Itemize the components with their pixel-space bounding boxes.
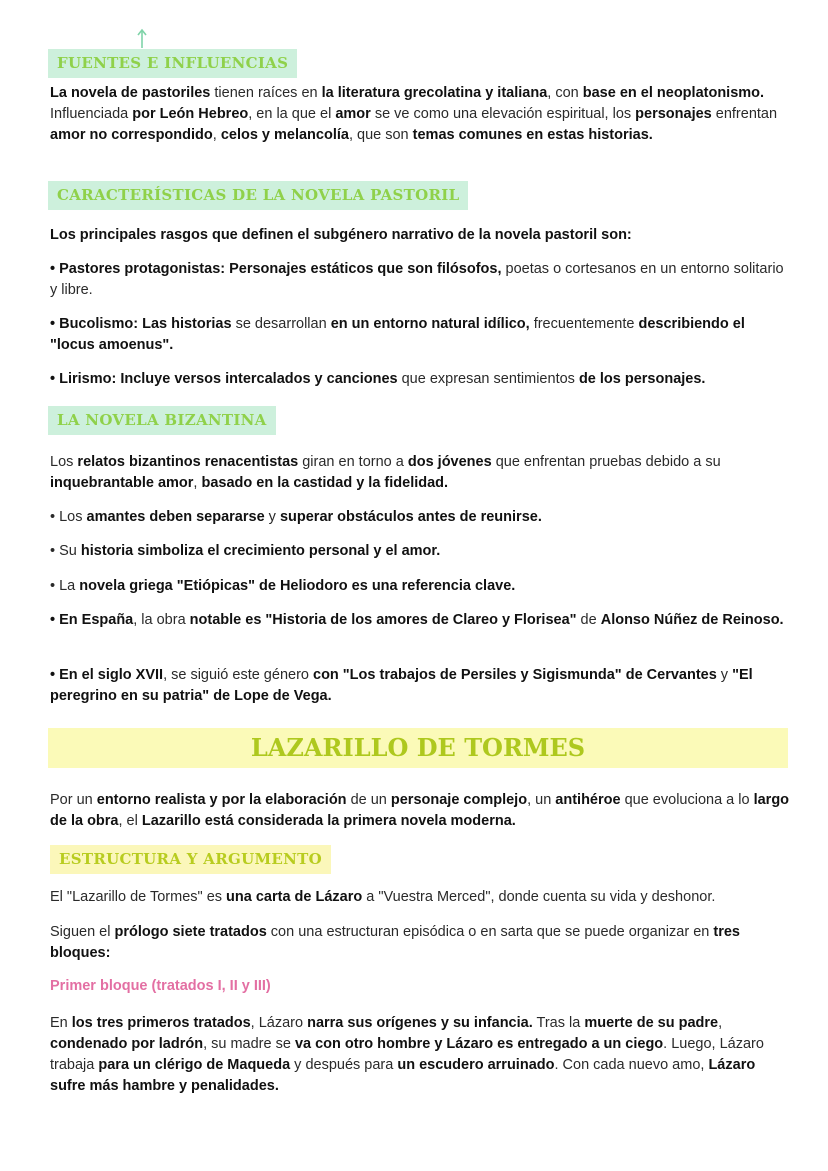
bold-text: • Lirismo: Incluye versos intercalados y canciones: [50, 371, 398, 387]
heading-bizantina: LA NOVELA BIZANTINA: [48, 406, 276, 435]
label-primer-bloque: Primer bloque (tratados I, II y III): [50, 978, 271, 994]
bold-text: notable es "Historia de los amores de Clareo y Florisea": [189, 612, 577, 628]
text: y después para: [290, 1057, 398, 1073]
text: Por un: [50, 792, 97, 808]
text: de un: [346, 792, 391, 808]
bold-text: basado en la castidad y la fidelidad.: [201, 475, 449, 491]
text: y: [716, 667, 733, 683]
text: que evoluciona a lo: [620, 792, 754, 808]
bullet-pastores: [50, 259, 790, 301]
bold-text: los tres primeros tratados: [71, 1015, 251, 1031]
text: , el: [118, 813, 142, 829]
text: y: [264, 509, 280, 525]
bold-text: superar obstáculos antes de reunirse.: [279, 509, 542, 525]
text: que expresan sentimientos: [397, 371, 579, 387]
text: , que son: [348, 127, 413, 143]
bold-text: un escudero arruinado: [397, 1057, 555, 1073]
bold-text: inquebrantable amor: [50, 475, 194, 491]
bold-text: con "Los trabajos de Persiles y Sigismunda" de Cervantes: [313, 667, 717, 683]
text: se desarrollan: [231, 316, 331, 332]
bold-text: por León Hebreo: [132, 106, 249, 122]
text: El "Lazarillo de Tormes" es: [50, 889, 227, 905]
bold-text: para un clérigo de Maqueda: [98, 1057, 291, 1073]
bold-text: Lazarillo está considerada la primera novela moderna.: [141, 813, 516, 829]
bullet-novela-griega: [50, 576, 790, 597]
title-lazarillo: LAZARILLO DE TORMES: [48, 728, 788, 768]
bullet-siglo-xvii: [50, 665, 790, 707]
bullet-espana: [50, 610, 790, 631]
bold-text: • En el siglo XVII: [50, 667, 164, 683]
text: Influenciada: [50, 106, 133, 122]
paragraph-lazarillo-intro: [50, 790, 790, 832]
bold-text: condenado por ladrón: [50, 1036, 204, 1052]
bold-text: amor no correspondido: [50, 127, 213, 143]
heading-estructura: ESTRUCTURA Y ARGUMENTO: [50, 845, 331, 874]
bold-text: muerte de su padre: [584, 1015, 719, 1031]
bold-text: La novela de pastoriles: [50, 85, 211, 101]
text: • La: [50, 578, 80, 594]
heading-fuentes: FUENTES E INFLUENCIAS: [48, 49, 297, 78]
bullet-historia: [50, 541, 790, 562]
bold-text: relatos bizantinos renacentistas: [77, 454, 299, 470]
text: Tras la: [532, 1015, 585, 1031]
text: , un: [527, 792, 556, 808]
text: de: [576, 612, 601, 628]
bold-text: "El peregrino en su patria" de Lope de Vega.: [50, 667, 753, 704]
bold-text: amor: [335, 106, 371, 122]
bold-text: describiendo el "locus amoenus".: [50, 316, 745, 353]
paragraph-primer-bloque: [50, 1013, 790, 1097]
bold-text: • Pastores protagonistas: Personajes estáticos que son filósofos,: [50, 261, 502, 277]
bold-text: temas comunes en estas historias.: [412, 127, 653, 143]
bullet-amantes: [50, 507, 790, 528]
text: • Los: [50, 509, 87, 525]
bold-text: personajes: [635, 106, 712, 122]
text: Siguen el: [50, 924, 115, 940]
bold-text: base en el neoplatonismo.: [582, 85, 765, 101]
paragraph-carta: [50, 887, 790, 908]
text: , la obra: [133, 612, 190, 628]
text: En: [50, 1015, 72, 1031]
bold-text: antihéroe: [555, 792, 621, 808]
text: con una estructuran episódica o en sarta que se puede organizar en: [266, 924, 714, 940]
text: poetas o cortesanos en un entorno solitario y libre.: [50, 261, 784, 298]
arrow-up-icon: [137, 28, 147, 48]
bold-text: amantes deben separarse: [86, 509, 265, 525]
bold-text: celos y melancolía: [220, 127, 349, 143]
bold-text: prólogo siete tratados: [114, 924, 267, 940]
text: . Con cada nuevo amo,: [554, 1057, 709, 1073]
text: enfrentan: [711, 106, 778, 122]
bold-text: Alonso Núñez de Reinoso.: [600, 612, 784, 628]
bullet-bucolismo: [50, 314, 790, 356]
bold-text: la literatura grecolatina y italiana: [321, 85, 548, 101]
text: a "Vuestra Merced", donde cuenta su vida y deshonor.: [362, 889, 716, 905]
heading-caracteristicas: CARACTERÍSTICAS DE LA NOVELA PASTORIL: [48, 181, 468, 210]
text: . Luego, Lázaro trabaja: [50, 1036, 764, 1073]
text: , Lázaro: [250, 1015, 308, 1031]
bold-text: • Bucolismo: Las historias: [50, 316, 232, 332]
paragraph-prologo: [50, 922, 790, 964]
text: frecuentemente: [529, 316, 639, 332]
text: ,: [718, 1015, 723, 1031]
bold-text: novela griega "Etiópicas" de Heliodoro es una referencia clave.: [79, 578, 516, 594]
text: , se siguió este género: [163, 667, 313, 683]
bold-text: una carta de Lázaro: [226, 889, 363, 905]
bold-text: personaje complejo: [390, 792, 528, 808]
text: , su madre se: [203, 1036, 295, 1052]
bold-text: de los personajes.: [578, 371, 706, 387]
paragraph-bizantina-intro: [50, 452, 790, 494]
text: • Su: [50, 543, 81, 559]
text: ,: [193, 475, 202, 491]
bold-text: largo de la obra: [50, 792, 790, 829]
bold-text: en un entorno natural idílico,: [330, 316, 530, 332]
text: que enfrentan pruebas debido a su: [491, 454, 721, 470]
bold-text: dos jóvenes: [407, 454, 492, 470]
text: , en la que el: [248, 106, 336, 122]
bold-text: va con otro hombre y Lázaro es entregado a un ciego: [294, 1036, 664, 1052]
text: se ve como una elevación espiritual, los: [370, 106, 636, 122]
bold-text: Lázaro sufre más hambre y penalidades.: [50, 1057, 756, 1094]
text: , con: [547, 85, 583, 101]
paragraph-fuentes: [50, 83, 790, 146]
bold-text: narra sus orígenes y su infancia.: [307, 1015, 533, 1031]
text: tienen raíces en: [210, 85, 322, 101]
bold-text: • En España: [50, 612, 134, 628]
bold-text: tres bloques:: [50, 924, 740, 961]
text: ,: [212, 127, 221, 143]
paragraph-caracteristicas-intro: Los principales rasgos que definen el subgénero narrativo de la novela pastoril son:: [50, 227, 632, 243]
bold-text: historia simboliza el crecimiento personal y el amor.: [80, 543, 441, 559]
text: giran en torno a: [298, 454, 408, 470]
bullet-lirismo: [50, 369, 790, 390]
bold-text: entorno realista y por la elaboración: [96, 792, 347, 808]
text: Los: [50, 454, 78, 470]
